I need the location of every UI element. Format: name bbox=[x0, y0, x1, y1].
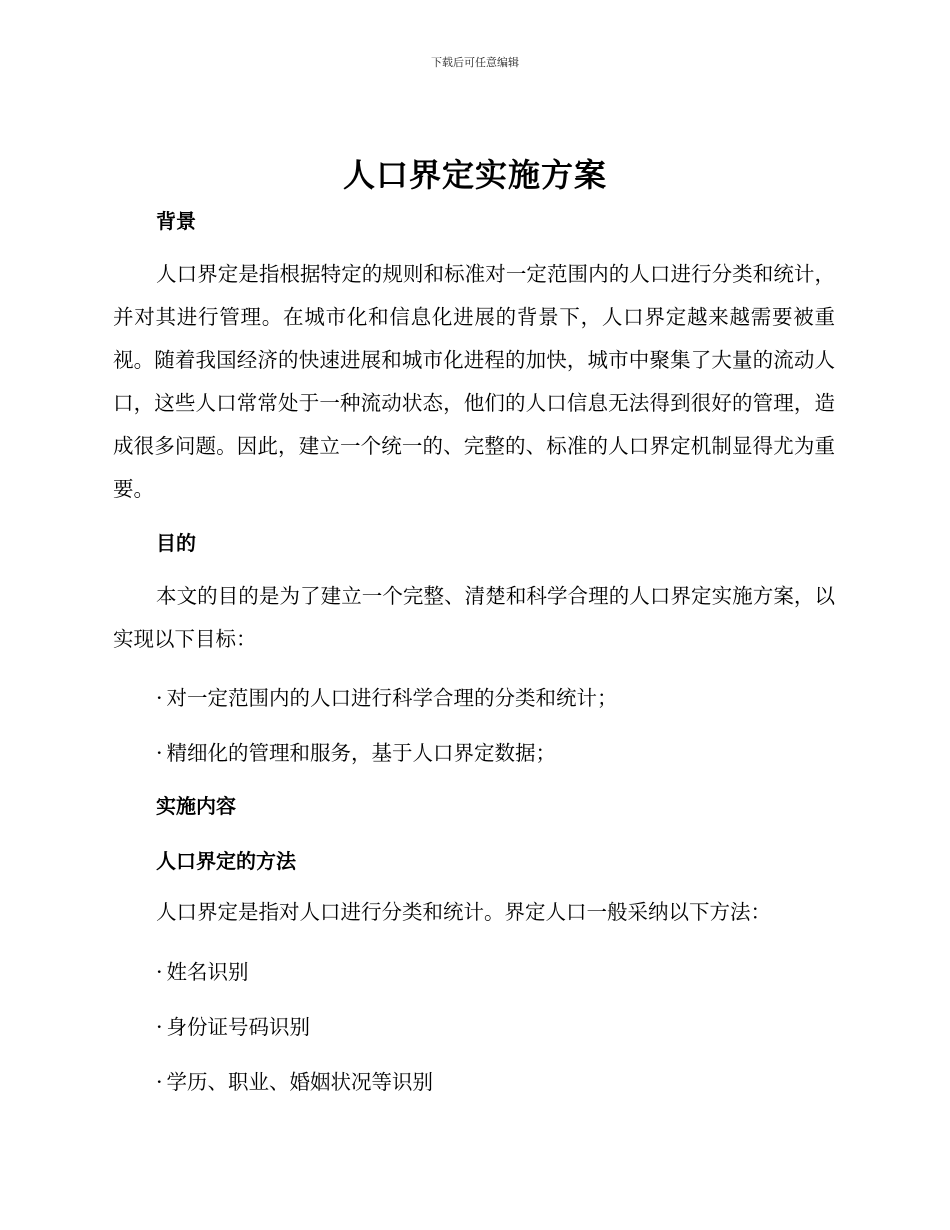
paragraph-method: 人口界定是指对人口进行分类和统计。界定人口一般采纳以下方法： bbox=[156, 900, 771, 924]
heading-background: 背景 bbox=[156, 209, 196, 233]
header-note: 下载后可任意编辑 bbox=[431, 56, 519, 69]
list-item-text: 身份证号码识别 bbox=[166, 1015, 311, 1039]
heading-purpose: 目的 bbox=[156, 531, 196, 555]
bullet-marker: · bbox=[156, 1070, 163, 1094]
list-item-text: 学历、职业、婚姻状况等识别 bbox=[166, 1070, 434, 1094]
bullet-marker: · bbox=[156, 1015, 163, 1039]
bullet-marker: · bbox=[156, 960, 163, 984]
paragraph-purpose: 本文的目的是为了建立一个完整、清楚和科学合理的人口界定实施方案，以实现以下目标： bbox=[113, 584, 835, 651]
list-item-text: 精细化的管理和服务，基于人口界定数据； bbox=[166, 741, 557, 765]
list-item bbox=[156, 955, 249, 985]
list-item bbox=[156, 1065, 433, 1095]
heading-implementation: 实施内容 bbox=[156, 794, 236, 818]
bullet-marker: · bbox=[156, 686, 163, 710]
paragraph-background: 人口界定是指根据特定的规则和标准对一定范围内的人口进行分类和统计，并对其进行管理。在城市化和信息化进展的背景下，人口界定越来越需要被重视。随着我国经济的快速进展和城市化进程的加快，城市中聚集了大量的流动人口，这些人口常常处于一种流动状态，他们的人口信息无法得到很好的管理，造成很多问题。因此，建立一个统一的、完整的、标准的人口界定机制显得尤为重要。 bbox=[113, 262, 835, 501]
list-item bbox=[156, 681, 618, 711]
subheading-method: 人口界定的方法 bbox=[156, 849, 296, 873]
list-item bbox=[156, 736, 556, 766]
list-item bbox=[156, 1010, 310, 1040]
document-title: 人口界定实施方案 bbox=[342, 156, 607, 194]
bullet-marker: · bbox=[156, 741, 163, 765]
list-item-text: 姓名识别 bbox=[166, 960, 249, 984]
list-item-text: 对一定范围内的人口进行科学合理的分类和统计； bbox=[166, 686, 618, 710]
